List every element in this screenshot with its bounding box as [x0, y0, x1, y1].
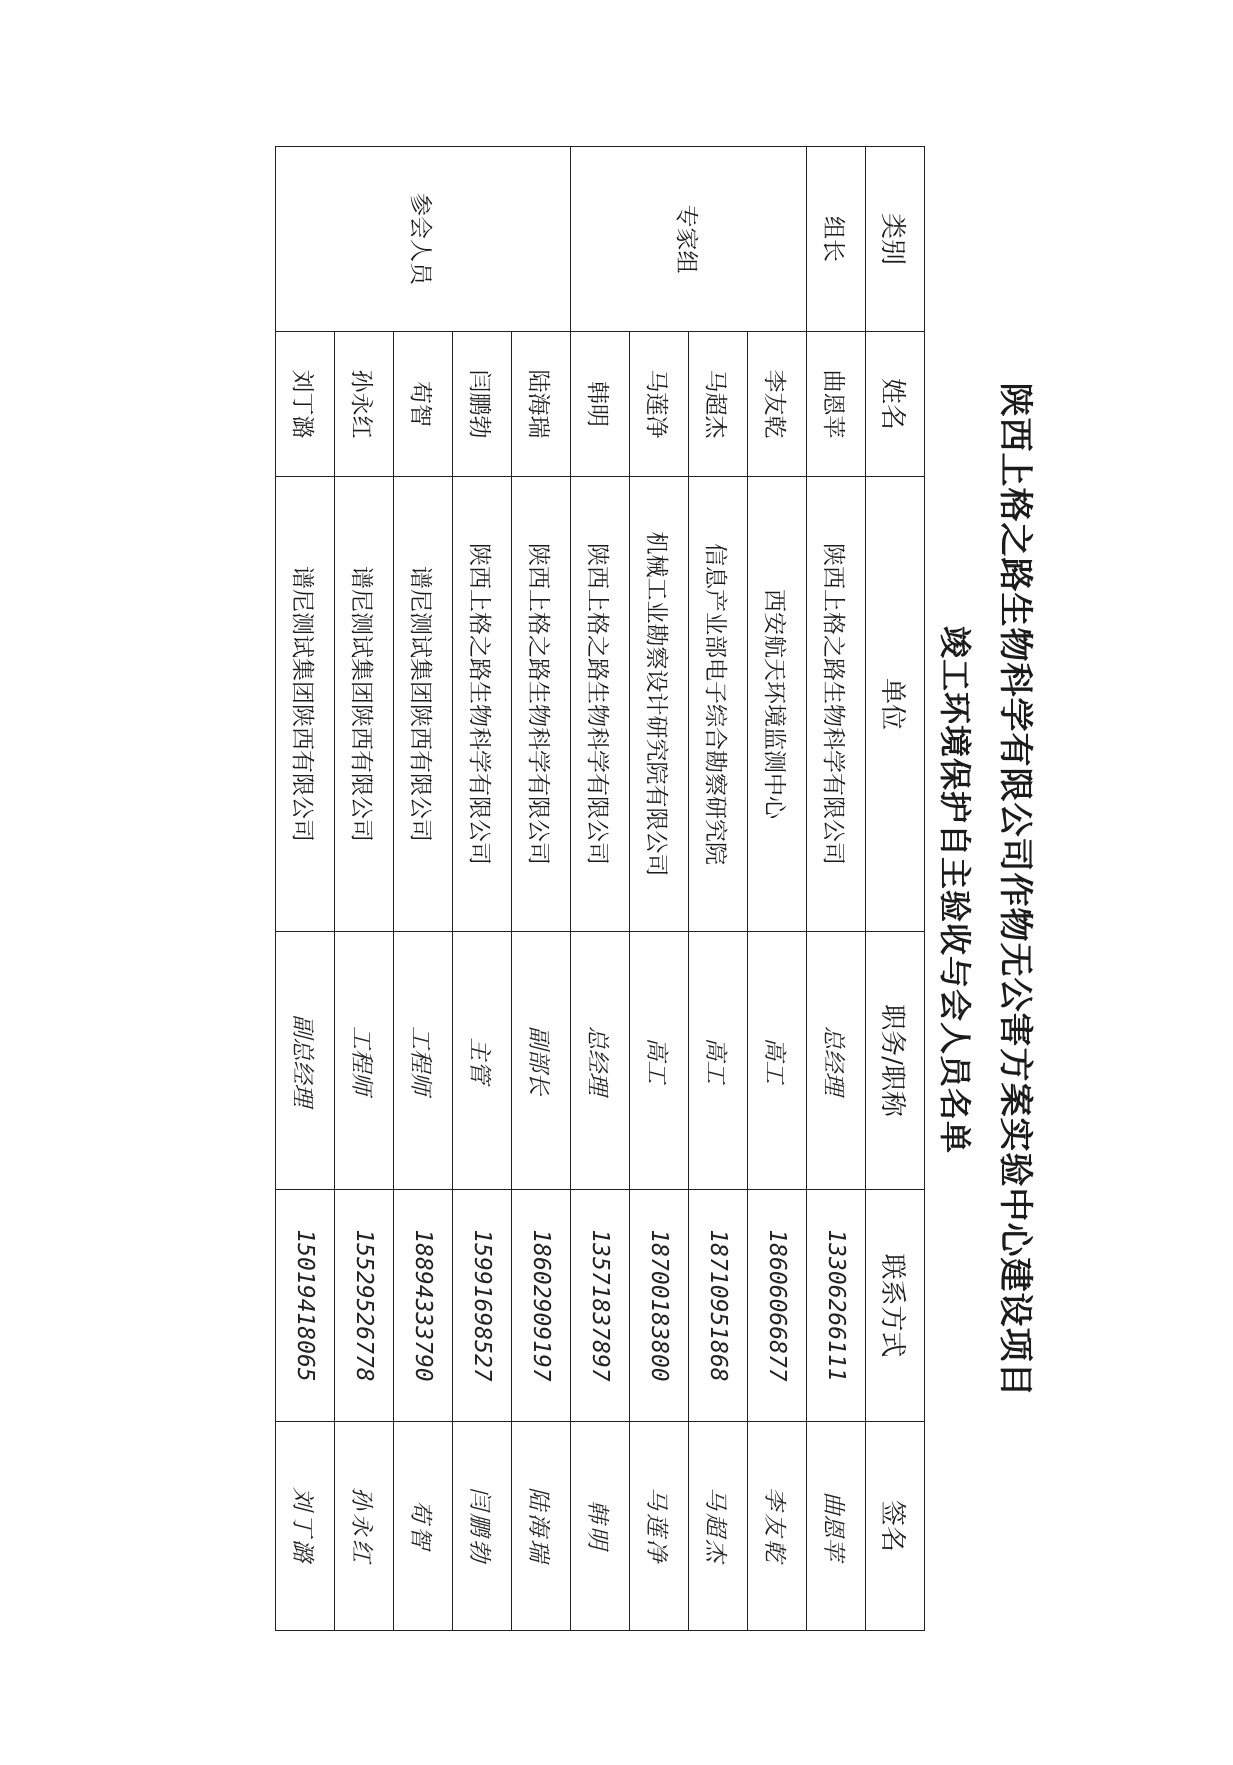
cell-contact: 18606066877: [748, 1190, 807, 1422]
table-row: [394, 147, 453, 1631]
document-title: 陕西上格之路生物科学有限公司作物无公害方案实验中心建设项目: [995, 382, 1035, 1398]
cell-name: 韩明: [571, 332, 630, 477]
table-row: [571, 147, 630, 1631]
cell-position: 高工: [748, 932, 807, 1190]
cell-name: 闫鹏勃: [453, 332, 512, 477]
attendee-table: [275, 146, 925, 1631]
cell-unit: 机械工业勘察设计研究院有限公司: [630, 477, 689, 932]
cell-position: 总经理: [571, 932, 630, 1190]
cell-position: 总经理: [807, 932, 866, 1190]
cell-signature: 曲恩苹: [807, 1422, 866, 1631]
cell-unit: 谱尼测试集团陕西有限公司: [394, 477, 453, 932]
table-row: [335, 147, 394, 1631]
cell-name: 孙永红: [335, 332, 394, 477]
cell-signature: 孙永红: [335, 1422, 394, 1631]
cell-signature: 苟智: [394, 1422, 453, 1631]
cell-name: 刘丁潞: [276, 332, 335, 477]
category-attendees: 参会人员: [276, 147, 571, 332]
cell-position: 副部长: [512, 932, 571, 1190]
cell-contact: 18710951868: [689, 1190, 748, 1422]
cell-unit: 谱尼测试集团陕西有限公司: [276, 477, 335, 932]
header-unit: 单位: [866, 477, 925, 932]
cell-position: 工程师: [335, 932, 394, 1190]
cell-signature: 韩明: [571, 1422, 630, 1631]
header-position: 职务/职称: [866, 932, 925, 1190]
cell-unit: 陕西上格之路生物科学有限公司: [453, 477, 512, 932]
cell-position: 高工: [630, 932, 689, 1190]
cell-signature: 刘丁潞: [276, 1422, 335, 1631]
cell-name: 陆海瑞: [512, 332, 571, 477]
cell-contact: 18700183800: [630, 1190, 689, 1422]
cell-position: 高工: [689, 932, 748, 1190]
category-leader: 组长: [807, 147, 866, 332]
table-row: [807, 147, 866, 1631]
cell-contact: 18602909197: [512, 1190, 571, 1422]
cell-signature: 闫鹏勃: [453, 1422, 512, 1631]
cell-name: 李友乾: [748, 332, 807, 477]
cell-position: 工程师: [394, 932, 453, 1190]
table-row: [689, 147, 748, 1631]
cell-position: 副总经理: [276, 932, 335, 1190]
cell-unit: 信息产业部电子综合勘察研究院: [689, 477, 748, 932]
cell-contact: 15991698527: [453, 1190, 512, 1422]
document-subtitle: 竣工环境保护自主验收与会人员名单: [936, 625, 974, 1154]
cell-unit: 西安航天环境监测中心: [748, 477, 807, 932]
cell-contact: 13571837897: [571, 1190, 630, 1422]
rotated-sheet: [33, 110, 1233, 1670]
cell-contact: 18894333790: [394, 1190, 453, 1422]
header-contact: 联系方式: [866, 1190, 925, 1422]
cell-name: 马超杰: [689, 332, 748, 477]
cell-contact: 15019418065: [276, 1190, 335, 1422]
category-experts: 专家组: [571, 147, 807, 332]
cell-signature: 马莲净: [630, 1422, 689, 1631]
cell-signature: 李友乾: [748, 1422, 807, 1631]
cell-signature: 陆海瑞: [512, 1422, 571, 1631]
table-row: [748, 147, 807, 1631]
table-header-row: [866, 147, 925, 1631]
table-row: [453, 147, 512, 1631]
cell-unit: 陕西上格之路生物科学有限公司: [571, 477, 630, 932]
cell-unit: 谱尼测试集团陕西有限公司: [335, 477, 394, 932]
header-name: 姓名: [866, 332, 925, 477]
table-row: [630, 147, 689, 1631]
cell-position: 主管: [453, 932, 512, 1190]
cell-contact: 13306266111: [807, 1190, 866, 1422]
cell-signature: 马超杰: [689, 1422, 748, 1631]
cell-unit: 陕西上格之路生物科学有限公司: [807, 477, 866, 932]
table-row: [276, 147, 335, 1631]
cell-name: 曲恩苹: [807, 332, 866, 477]
table-row: [512, 147, 571, 1631]
header-signature: 签名: [866, 1422, 925, 1631]
cell-name: 苟智: [394, 332, 453, 477]
cell-contact: 15529526778: [335, 1190, 394, 1422]
cell-unit: 陕西上格之路生物科学有限公司: [512, 477, 571, 932]
header-category: 类别: [866, 147, 925, 332]
cell-name: 马莲净: [630, 332, 689, 477]
